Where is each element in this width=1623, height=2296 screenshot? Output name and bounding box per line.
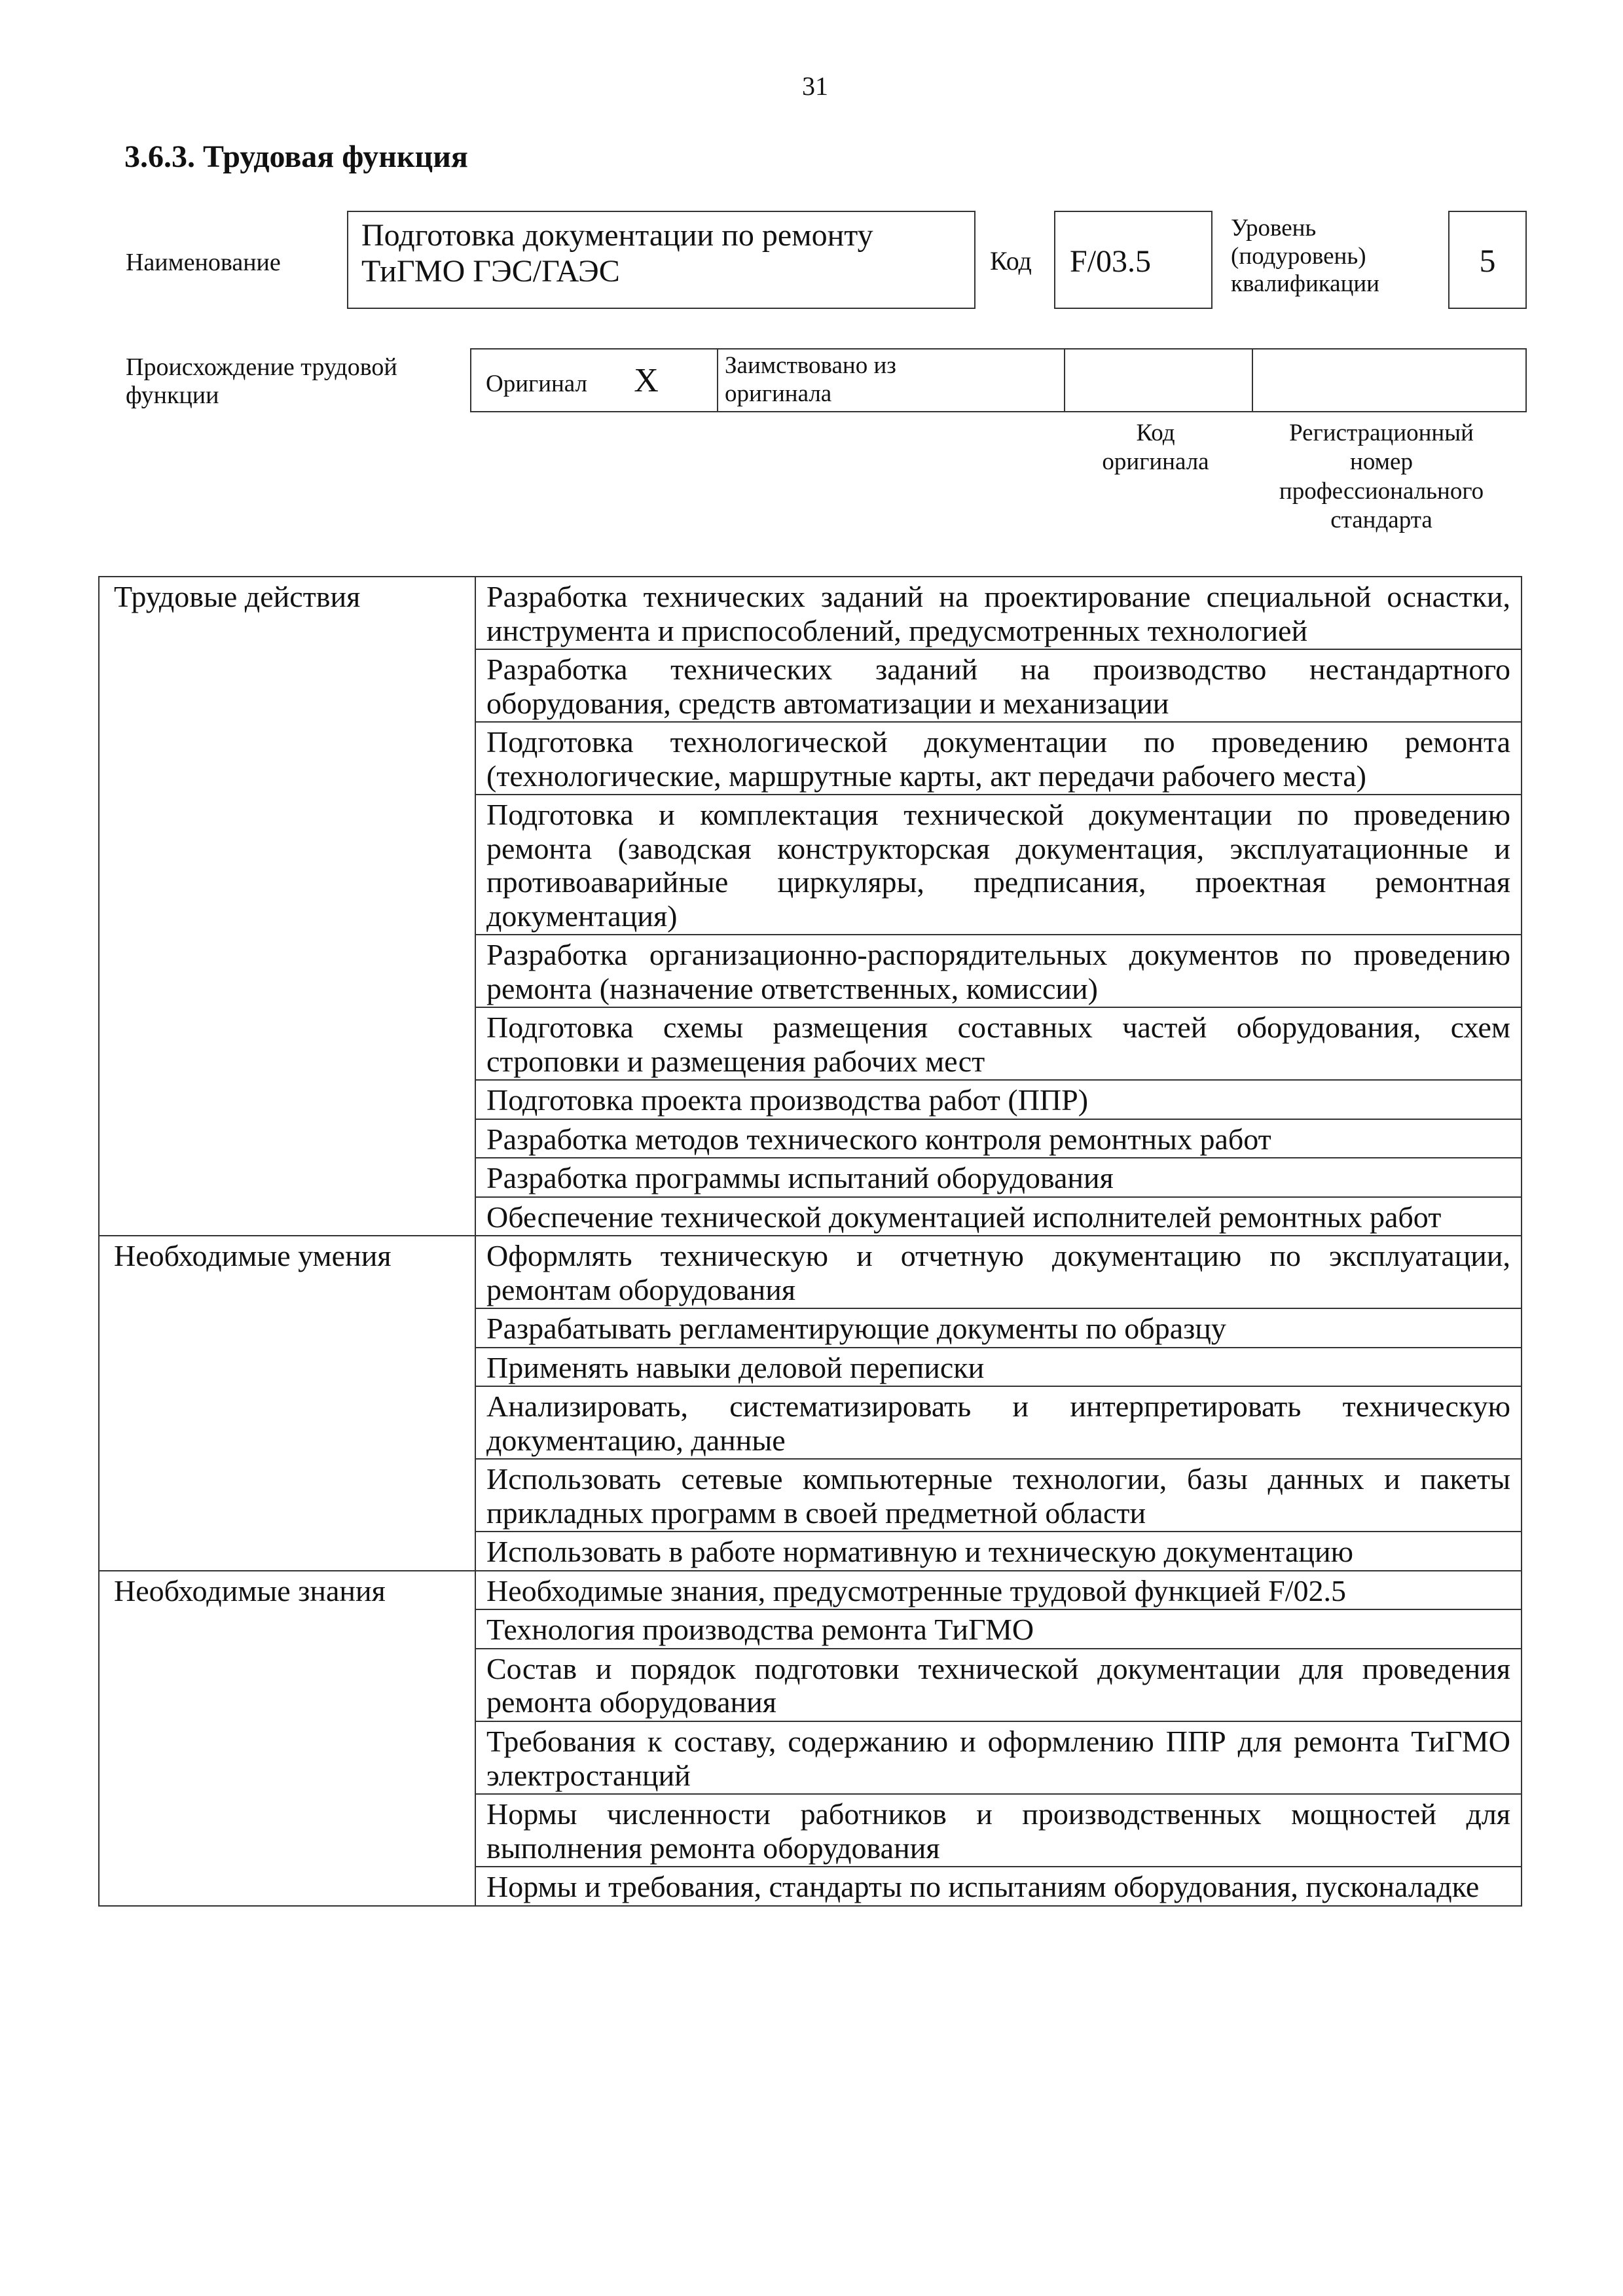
knowledge-item: Необходимые знания, предусмотренные трудовой функцией F/02.5 <box>475 1571 1522 1610</box>
original-mark: X <box>634 361 659 399</box>
action-item: Подготовка проекта производства работ (ППР) <box>475 1080 1522 1119</box>
original-label: Оригинал <box>486 370 588 397</box>
origin-label <box>126 353 397 409</box>
borrowed-cell <box>718 349 1065 412</box>
page-number: 31 <box>802 71 828 101</box>
skill-item: Использовать в работе нормативную и техническую документацию <box>475 1532 1522 1571</box>
code-original-cell <box>1065 349 1252 412</box>
reg-caption-line2: номер <box>1350 448 1413 476</box>
borrowed-label-line1: Заимствовано из <box>725 352 896 380</box>
level-value: 5 <box>1479 242 1496 279</box>
origin-label-line2: функции <box>126 381 219 409</box>
action-item: Обеспечение технической документацией исполнителей ремонтных работ <box>475 1197 1522 1236</box>
reg-caption-line4: стандарта <box>1330 507 1432 534</box>
action-item: Подготовка схемы размещения составных частей оборудования, схем строповки и размещения рабочих мест <box>475 1007 1522 1080</box>
actions-title: Трудовые действия <box>99 577 475 1236</box>
action-item: Разработка организационно-распорядительных документов по проведению ремонта (назначение ответственных, комиссии) <box>475 935 1522 1007</box>
knowledge-item: Технология производства ремонта ТиГМО <box>475 1609 1522 1649</box>
table-row <box>99 1236 1522 1308</box>
name-value-line2: ТиГМО ГЭС/ГАЭС <box>361 254 620 289</box>
function-table <box>98 576 1522 1907</box>
skill-item: Использовать сетевые компьютерные технологии, базы данных и пакеты прикладных программ в своей предметной области <box>475 1459 1522 1532</box>
knowledge-title: Необходимые знания <box>99 1571 475 1906</box>
knowledge-item: Состав и порядок подготовки технической документации для проведения ремонта оборудования <box>475 1649 1522 1721</box>
action-item: Разработка технических заданий на производство нестандартного оборудования, средств автоматизации и механизации <box>475 649 1522 722</box>
skill-item: Разрабатывать регламентирующие документы по образцу <box>475 1308 1522 1348</box>
action-item: Подготовка технологической документации по проведению ремонта (технологические, маршрутные карты, акт передачи рабочего места) <box>475 722 1522 795</box>
original-cell <box>471 349 718 412</box>
code-value-box <box>1054 211 1213 309</box>
code-value: F/03.5 <box>1070 244 1152 279</box>
action-item: Разработка технических заданий на проектирование специальной оснастки, инструмента и приспособлений, предусмотренных технологией <box>475 577 1522 649</box>
knowledge-item: Нормы численности работников и производственных мощностей для выполнения ремонта оборудования <box>475 1794 1522 1867</box>
action-item: Подготовка и комплектация технической документации по проведению ремонта (заводская конструкторская документация, эксплуатационные и противоаварийные циркуляры, предписания, проектная ремонтная документация) <box>475 795 1522 935</box>
skill-item: Анализировать, систематизировать и интерпретировать техническую документацию, данные <box>475 1386 1522 1459</box>
origin-table <box>470 348 1527 412</box>
skills-title: Необходимые умения <box>99 1236 475 1571</box>
action-item: Разработка программы испытаний оборудования <box>475 1158 1522 1197</box>
action-item: Разработка методов технического контроля ремонтных работ <box>475 1119 1522 1158</box>
name-value-line1: Подготовка документации по ремонту <box>361 218 873 253</box>
code-original-caption <box>1074 419 1237 477</box>
code-caption-line1: Код <box>1136 420 1175 446</box>
level-label-line2: (подуровень) <box>1231 242 1366 270</box>
reg-number-cell <box>1252 349 1526 412</box>
section-title: 3.6.3. Трудовая функция <box>124 139 468 174</box>
name-label: Наименование <box>126 249 281 276</box>
level-label <box>1231 215 1379 298</box>
level-value-box <box>1448 211 1527 309</box>
skill-item: Оформлять техническую и отчетную документацию по эксплуатации, ремонтам оборудования <box>475 1236 1522 1308</box>
code-caption-line2: оригинала <box>1102 448 1209 476</box>
knowledge-item: Требования к составу, содержанию и оформлению ППР для ремонта ТиГМО электростанций <box>475 1721 1522 1794</box>
reg-caption-line1: Регистрационный <box>1289 420 1474 446</box>
code-label: Код <box>990 246 1032 276</box>
knowledge-item: Нормы и требования, стандарты по испытаниям оборудования, пусконаладке <box>475 1867 1522 1906</box>
skill-item: Применять навыки деловой переписки <box>475 1348 1522 1387</box>
level-label-line3: квалификации <box>1231 270 1379 298</box>
origin-label-line1: Происхождение трудовой <box>126 353 397 381</box>
borrowed-label-line2: оригинала <box>725 380 832 407</box>
reg-number-caption <box>1244 419 1519 535</box>
table-row <box>99 1571 1522 1610</box>
name-value-box <box>347 211 976 309</box>
reg-caption-line3: профессионального <box>1279 477 1484 505</box>
table-row <box>99 577 1522 649</box>
level-label-line1: Уровень <box>1231 215 1317 242</box>
